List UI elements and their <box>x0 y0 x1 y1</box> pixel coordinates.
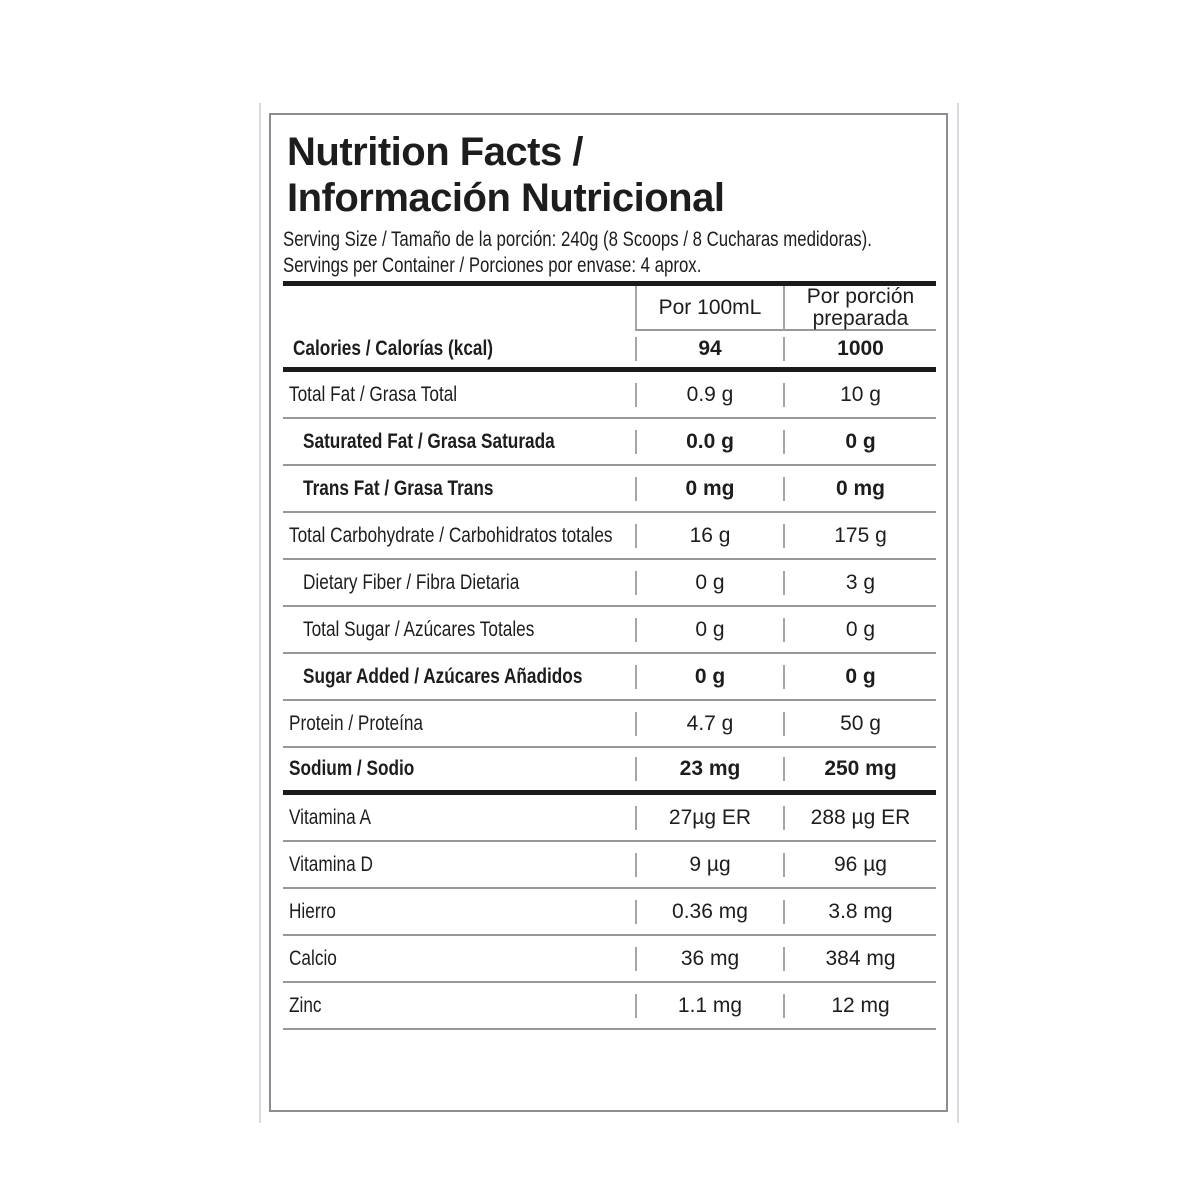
table-row <box>283 748 936 795</box>
value-per-portion: 96 µg <box>834 852 887 876</box>
row-label: Sugar Added / Azúcares Añadidos <box>303 664 583 688</box>
value-per-portion: 175 g <box>834 523 887 547</box>
table-row <box>283 466 936 513</box>
label-title-line1: Nutrition Facts / <box>287 130 583 174</box>
table-row <box>283 701 936 748</box>
value-per-100ml: 0.9 g <box>686 382 734 406</box>
value-per-100ml: 9 µg <box>689 852 731 876</box>
table-row <box>283 842 936 889</box>
value-per-100ml: 94 <box>698 337 722 360</box>
table-header-row <box>283 286 936 331</box>
row-label: Total Sugar / Azúcares Totales <box>303 617 535 641</box>
serving-info <box>283 227 872 279</box>
value-per-100ml: 0.36 mg <box>672 899 748 923</box>
value-per-100ml: 4.7 g <box>686 711 734 735</box>
table-row <box>283 513 936 560</box>
row-label: Vitamina D <box>289 852 373 876</box>
value-per-100ml: 36 mg <box>680 946 740 970</box>
row-label: Calcio <box>289 946 337 970</box>
table-row <box>283 331 936 372</box>
table-row <box>283 607 936 654</box>
row-label: Calories / Calorías (kcal) <box>293 337 494 360</box>
value-per-100ml: 27µg ER <box>668 805 752 829</box>
row-label: Trans Fat / Grasa Trans <box>303 476 494 500</box>
label-title-line2: Información Nutricional <box>287 176 725 220</box>
column-header-blank <box>283 286 635 331</box>
table-row <box>283 889 936 936</box>
value-per-100ml: 0.0 g <box>686 429 734 453</box>
table-row <box>283 419 936 466</box>
nutrition-label-box <box>269 113 948 1112</box>
row-label: Sodium / Sodio <box>289 757 415 780</box>
page-edge-left <box>259 103 261 1123</box>
value-per-portion: 3 g <box>845 570 876 594</box>
table-row <box>283 372 936 419</box>
value-per-portion: 1000 <box>837 337 884 360</box>
servings-per-container-line: Servings per Container / Porciones por envase: 4 aprox. <box>283 254 702 277</box>
value-per-portion: 10 g <box>840 382 881 406</box>
row-label: Protein / Proteína <box>289 711 424 735</box>
value-per-100ml: 0 g <box>695 617 725 641</box>
row-label: Saturated Fat / Grasa Saturada <box>303 429 555 453</box>
value-per-portion: 288 µg ER <box>810 805 911 829</box>
serving-size-line: Serving Size / Tamaño de la porción: 240g (8 Scoops / 8 Cucharas medidoras). <box>283 228 872 251</box>
value-per-portion: 0 g <box>845 664 876 688</box>
table-row <box>283 560 936 607</box>
table-row <box>283 936 936 983</box>
value-per-portion: 3.8 mg <box>828 899 893 923</box>
value-per-portion: 50 g <box>840 711 881 735</box>
value-per-portion: 0 g <box>845 617 876 641</box>
value-per-portion: 12 mg <box>831 993 890 1017</box>
value-per-100ml: 23 mg <box>679 757 741 780</box>
value-per-100ml: 1.1 mg <box>677 993 743 1017</box>
column-header-per-portion: Por porción preparada <box>783 286 936 331</box>
table-row <box>283 795 936 842</box>
value-per-portion: 250 mg <box>824 757 897 780</box>
nutrition-table-rows <box>283 331 936 1030</box>
nutrition-table <box>283 281 936 1030</box>
page-edge-right <box>957 103 959 1123</box>
label-title <box>287 129 724 221</box>
value-per-100ml: 0 mg <box>685 476 735 500</box>
row-label: Total Fat / Grasa Total <box>289 382 458 406</box>
table-row <box>283 983 936 1030</box>
value-per-portion: 0 mg <box>835 476 885 500</box>
value-per-100ml: 16 g <box>689 523 731 547</box>
value-per-portion: 384 mg <box>825 946 896 970</box>
row-label: Dietary Fiber / Fibra Dietaria <box>303 570 520 594</box>
row-label: Total Carbohydrate / Carbohidratos totales <box>289 523 613 547</box>
value-per-100ml: 0 g <box>694 664 726 688</box>
table-row <box>283 654 936 701</box>
value-per-portion: 0 g <box>845 429 876 453</box>
row-label: Hierro <box>289 899 336 923</box>
column-header-per-100ml: Por 100mL <box>635 286 783 331</box>
row-label: Vitamina A <box>289 805 372 829</box>
value-per-100ml: 0 g <box>695 570 725 594</box>
row-label: Zinc <box>289 993 322 1017</box>
